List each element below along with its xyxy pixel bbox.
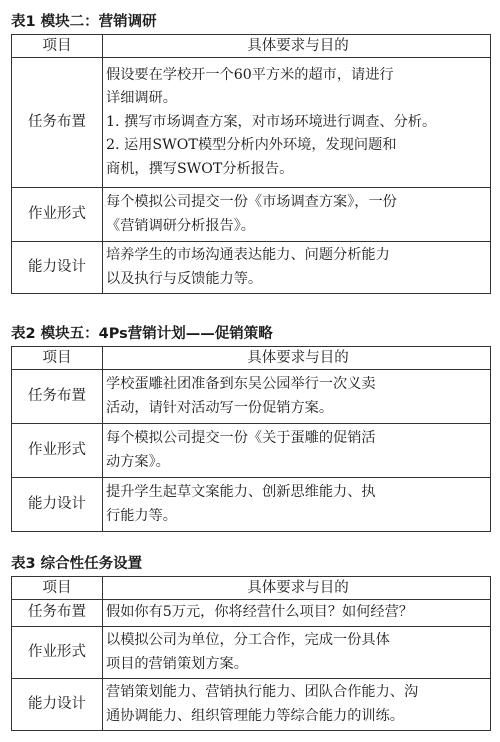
- column-header-item: 项目: [12, 35, 103, 58]
- content-line: 营销策划能力、营销执行能力、团队合作能力、沟: [106, 684, 419, 700]
- content-line: 通协调能力、组织管理能力等综合能力的训练。: [106, 707, 404, 724]
- column-header-requirements: 具体要求与目的: [103, 347, 491, 370]
- content-line: 项目的营销策划方案。: [106, 655, 248, 672]
- table-row: [12, 188, 491, 242]
- column-header-item: 项目: [12, 577, 103, 600]
- row-content: [103, 188, 491, 242]
- content-line: 假如你有5万元，你将经营什么项目？如何经营？: [106, 604, 413, 621]
- row-content: [103, 424, 491, 478]
- row-content: [103, 58, 491, 188]
- row-content: [103, 370, 491, 424]
- content-line: 1. 撰写市场调查方案，对市场环境进行调查、分析。: [106, 113, 437, 130]
- content-line: 2. 运用SWOT模型分析内外环境，发现问题和: [106, 137, 397, 154]
- table-header-row: [12, 35, 491, 58]
- content-line: 以模拟公司为单位，分工合作，完成一份具体: [106, 632, 390, 648]
- content-line: 活动，请针对活动写一份促销方案。: [106, 399, 334, 416]
- table-header-row: [12, 577, 491, 600]
- content-line: 以及执行与反馈能力等。: [106, 270, 263, 287]
- content-line: 动方案》。: [106, 453, 170, 470]
- row-content: [103, 600, 491, 627]
- row-label: 任务布置: [12, 370, 103, 424]
- column-header-requirements: 具体要求与目的: [103, 577, 491, 600]
- content-line: 商机，撰写SWOT分析报告。: [106, 160, 294, 177]
- content-line: 学校蛋雕社团准备到东吴公园举行一次义卖: [106, 376, 376, 392]
- table-row: [12, 679, 491, 731]
- row-label: 作业形式: [12, 424, 103, 478]
- row-content: [103, 242, 491, 294]
- row-label: 任务布置: [12, 600, 103, 627]
- content-line: 详细调研。: [106, 90, 177, 107]
- table-1-section: [11, 12, 491, 294]
- table-2: [11, 346, 491, 532]
- table-header-row: [12, 347, 491, 370]
- table-2-caption: 表2 模块五：4Ps营销计划——促销策略: [11, 326, 273, 342]
- table-row: [12, 478, 491, 532]
- content-line: 培养学生的市场沟通表达能力、问题分析能力: [106, 247, 390, 263]
- row-label: 能力设计: [12, 242, 103, 294]
- table-row: [12, 242, 491, 294]
- content-line: 每个模拟公司提交一份《市场调查方案》，一份: [106, 194, 397, 210]
- table-2-section: [11, 324, 491, 532]
- table-1: [11, 34, 491, 294]
- content-line: 假设要在学校开一个60平方米的超市，请进行: [106, 66, 394, 83]
- row-label: 能力设计: [12, 478, 103, 532]
- table-row: [12, 424, 491, 478]
- content-line: 提升学生起草文案能力、创新思维能力、执: [106, 484, 376, 500]
- table-row: [12, 370, 491, 424]
- row-content: [103, 478, 491, 532]
- row-content: [103, 627, 491, 679]
- table-3-section: [11, 554, 491, 731]
- row-label: 能力设计: [12, 679, 103, 731]
- row-content: [103, 679, 491, 731]
- table-3: [11, 576, 491, 731]
- row-label: 作业形式: [12, 627, 103, 679]
- table-row: [12, 600, 491, 627]
- row-label: 任务布置: [12, 58, 103, 188]
- row-label: 作业形式: [12, 188, 103, 242]
- table-row: [12, 58, 491, 188]
- column-header-item: 项目: [12, 347, 103, 370]
- table-1-caption: 表1 模块二：营销调研: [11, 14, 157, 30]
- table-row: [12, 627, 491, 679]
- content-line: 每个模拟公司提交一份《关于蛋雕的促销活: [106, 430, 376, 446]
- content-line: 《营销调研分析报告》。: [106, 217, 255, 234]
- content-line: 行能力等。: [106, 507, 177, 524]
- table-3-caption: 表3 综合性任务设置: [11, 556, 143, 572]
- column-header-requirements: 具体要求与目的: [103, 35, 491, 58]
